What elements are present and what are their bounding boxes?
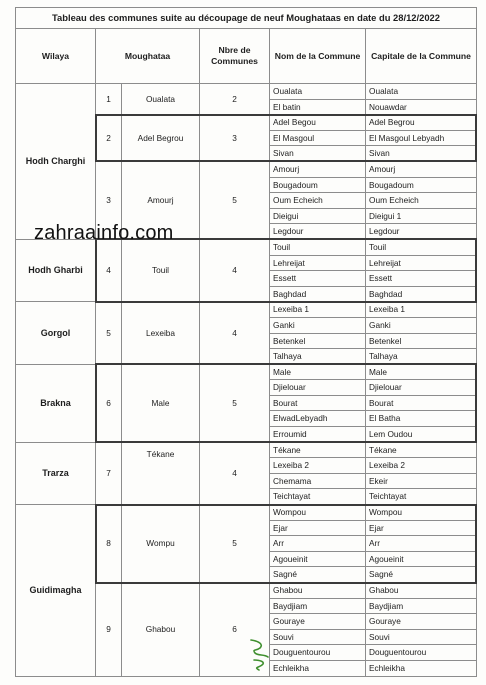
commune-capital-cell: Nouawdar: [366, 99, 477, 115]
commune-capital-cell: Ganki: [366, 317, 477, 333]
commune-capital-cell: Ejar: [366, 520, 477, 536]
commune-capital-cell: Oum Echeich: [366, 193, 477, 209]
commune-name-cell: Bougadoum: [270, 177, 366, 193]
commune-name-cell: Ejar: [270, 520, 366, 536]
commune-name-cell: Touil: [270, 239, 366, 255]
header-nom-commune: Nom de la Commune: [270, 29, 366, 84]
commune-capital-cell: Arr: [366, 536, 477, 552]
commune-name-cell: El Masgoul: [270, 130, 366, 146]
commune-count-cell: 4: [200, 442, 270, 504]
commune-capital-cell: Ekeir: [366, 473, 477, 489]
commune-name-cell: Essett: [270, 271, 366, 287]
commune-name-cell: Baydjiam: [270, 598, 366, 614]
wilaya-cell: Gorgol: [16, 302, 96, 364]
commune-capital-cell: Souvi: [366, 629, 477, 645]
moughataa-name-cell: Tékane: [122, 442, 200, 504]
commune-name-cell: Souvi: [270, 629, 366, 645]
moughataa-number-cell: 1: [96, 84, 122, 115]
commune-capital-cell: Lehreijat: [366, 255, 477, 271]
commune-name-cell: Chemama: [270, 473, 366, 489]
commune-capital-cell: Amourj: [366, 161, 477, 177]
commune-capital-cell: Baydjiam: [366, 598, 477, 614]
commune-name-cell: Talhaya: [270, 349, 366, 365]
commune-count-cell: 3: [200, 115, 270, 162]
commune-count-cell: 4: [200, 302, 270, 364]
commune-capital-cell: Legdour: [366, 224, 477, 240]
wilaya-cell: Guidimagha: [16, 505, 96, 677]
commune-name-cell: Bourat: [270, 395, 366, 411]
header-wilaya: Wilaya: [16, 29, 96, 84]
commune-capital-cell: Touil: [366, 239, 477, 255]
header-nbre-communes: Nbre de Communes: [200, 29, 270, 84]
wilaya-cell: Brakna: [16, 364, 96, 442]
commune-capital-cell: Echleikha: [366, 660, 477, 676]
commune-name-cell: Sivan: [270, 146, 366, 162]
commune-capital-cell: Tékane: [366, 442, 477, 458]
commune-capital-cell: El Batha: [366, 411, 477, 427]
moughataa-name-cell: Ghabou: [122, 583, 200, 677]
commune-capital-cell: Douguentourou: [366, 645, 477, 661]
commune-capital-cell: Betenkel: [366, 333, 477, 349]
moughataa-name-cell: Wompu: [122, 505, 200, 583]
moughataa-name-cell: Adel Begrou: [122, 115, 200, 162]
commune-capital-cell: Agoueinit: [366, 551, 477, 567]
commune-name-cell: Amourj: [270, 161, 366, 177]
commune-name-cell: Baghdad: [270, 286, 366, 302]
commune-count-cell: 5: [200, 505, 270, 583]
moughataa-name-cell: Male: [122, 364, 200, 442]
wilaya-cell: Trarza: [16, 442, 96, 504]
communes-table: [15, 7, 477, 677]
commune-capital-cell: Adel Begrou: [366, 115, 477, 131]
commune-name-cell: Dieigui: [270, 208, 366, 224]
commune-name-cell: Ghabou: [270, 583, 366, 599]
commune-name-cell: Echleikha: [270, 660, 366, 676]
commune-name-cell: Lexeiba 2: [270, 458, 366, 474]
commune-name-cell: Djielouar: [270, 380, 366, 396]
commune-name-cell: Agoueinit: [270, 551, 366, 567]
commune-count-cell: 2: [200, 84, 270, 115]
commune-name-cell: Betenkel: [270, 333, 366, 349]
commune-name-cell: Legdour: [270, 224, 366, 240]
commune-capital-cell: Dieigui 1: [366, 208, 477, 224]
commune-name-cell: Lehreijat: [270, 255, 366, 271]
commune-name-cell: El batin: [270, 99, 366, 115]
commune-capital-cell: El Masgoul Lebyadh: [366, 130, 477, 146]
table-row: [16, 442, 477, 458]
moughataa-name-cell: Touil: [122, 239, 200, 301]
commune-name-cell: Sagné: [270, 567, 366, 583]
commune-name-cell: Adel Begou: [270, 115, 366, 131]
commune-name-cell: ElwadLebyadh: [270, 411, 366, 427]
commune-capital-cell: Bougadoum: [366, 177, 477, 193]
commune-name-cell: Ganki: [270, 317, 366, 333]
commune-name-cell: Oualata: [270, 84, 366, 100]
moughataa-number-cell: 7: [96, 442, 122, 504]
commune-name-cell: Erroumid: [270, 427, 366, 443]
table-row: [16, 505, 477, 521]
moughataa-number-cell: 5: [96, 302, 122, 364]
commune-capital-cell: Essett: [366, 271, 477, 287]
commune-capital-cell: Bourat: [366, 395, 477, 411]
table-row: [16, 302, 477, 318]
moughataa-number-cell: 8: [96, 505, 122, 583]
commune-capital-cell: Lem Oudou: [366, 427, 477, 443]
commune-capital-cell: Lexeiba 2: [366, 458, 477, 474]
moughataa-name-cell: Lexeiba: [122, 302, 200, 364]
commune-capital-cell: Teichtayat: [366, 489, 477, 505]
watermark-text: zahraainfo.com: [34, 222, 174, 244]
commune-capital-cell: Oualata: [366, 84, 477, 100]
commune-capital-cell: Talhaya: [366, 349, 477, 365]
table-title: Tableau des communes suite au découpage de neuf Moughataas en date du 28/12/2022: [16, 8, 477, 29]
header-moughataa: Moughataa: [96, 29, 200, 84]
commune-name-cell: Lexeiba 1: [270, 302, 366, 318]
table-row: [16, 364, 477, 380]
commune-capital-cell: Sagné: [366, 567, 477, 583]
header-capitale-commune: Capitale de la Commune: [366, 29, 477, 84]
wilaya-cell: Hodh Gharbi: [16, 239, 96, 301]
commune-capital-cell: Sivan: [366, 146, 477, 162]
commune-count-cell: 5: [200, 364, 270, 442]
wilaya-cell: Hodh Charghi: [16, 84, 96, 240]
commune-capital-cell: Wompou: [366, 505, 477, 521]
commune-name-cell: Male: [270, 364, 366, 380]
commune-name-cell: Wompou: [270, 505, 366, 521]
moughataa-number-cell: 3: [96, 161, 122, 239]
commune-capital-cell: Djielouar: [366, 380, 477, 396]
commune-count-cell: 6: [200, 583, 270, 677]
commune-capital-cell: Baghdad: [366, 286, 477, 302]
commune-name-cell: Oum Echeich: [270, 193, 366, 209]
commune-count-cell: 4: [200, 239, 270, 301]
moughataa-number-cell: 2: [96, 115, 122, 162]
commune-capital-cell: Male: [366, 364, 477, 380]
moughataa-number-cell: 6: [96, 364, 122, 442]
commune-name-cell: Tékane: [270, 442, 366, 458]
moughataa-name-cell: Oualata: [122, 84, 200, 115]
moughataa-name-cell: Amourj: [122, 161, 200, 239]
table-row: [16, 84, 477, 100]
commune-capital-cell: Gouraye: [366, 614, 477, 630]
commune-capital-cell: Lexeiba 1: [366, 302, 477, 318]
moughataa-number-cell: 9: [96, 583, 122, 677]
moughataa-number-cell: 4: [96, 239, 122, 301]
commune-table-document: [15, 7, 476, 676]
commune-count-cell: 5: [200, 161, 270, 239]
commune-name-cell: Douguentourou: [270, 645, 366, 661]
commune-name-cell: Gouraye: [270, 614, 366, 630]
commune-name-cell: Teichtayat: [270, 489, 366, 505]
commune-name-cell: Arr: [270, 536, 366, 552]
commune-capital-cell: Ghabou: [366, 583, 477, 599]
